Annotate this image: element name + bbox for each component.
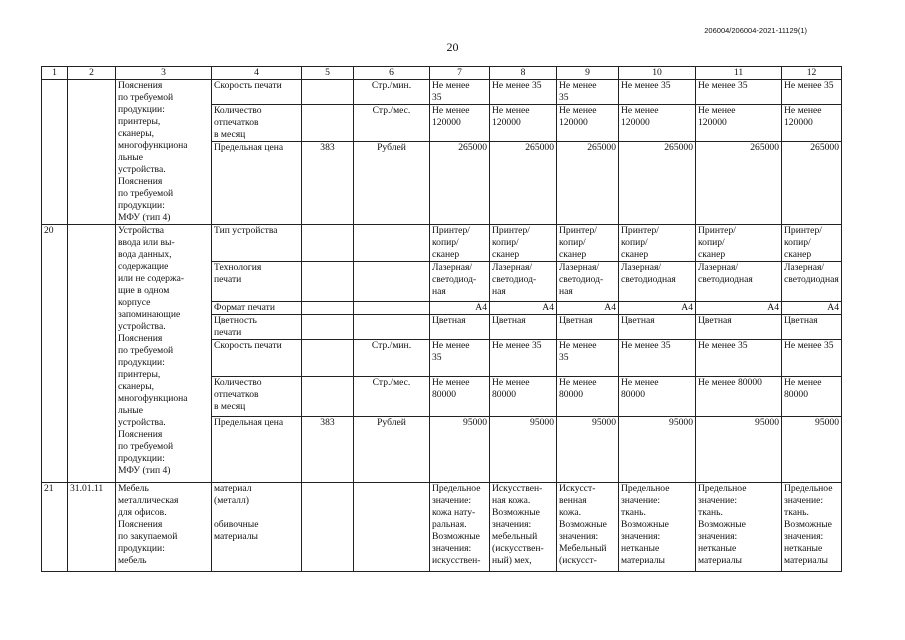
value-cell: Не менее 80000 — [557, 377, 619, 417]
product-description-cell: Пояснения по требуемой продукции: принтеры, сканеры, многофункциона льные устройства. Пояснения по требуемой продукции: МФУ (тип 4) — [116, 80, 212, 225]
okei-code-cell — [302, 80, 354, 105]
okei-code-cell — [302, 302, 354, 315]
value-cell: 95000 — [696, 417, 782, 483]
unit-cell: Стр./мес. — [354, 377, 430, 417]
characteristic-name-cell: Предельная цена — [212, 417, 302, 483]
value-cell: 265000 — [782, 142, 842, 225]
value-cell: Предельное значение: кожа нату- ральная. Возможные значения: искусствен- — [430, 483, 490, 572]
value-cell: А4 — [782, 302, 842, 315]
value-cell: Лазерная/ светодиодная — [696, 262, 782, 302]
unit-cell: Стр./мин. — [354, 340, 430, 377]
value-cell: Не менее 120000 — [619, 105, 696, 142]
okpd-code-cell — [68, 80, 116, 225]
value-cell: Лазерная/ светодиод- ная — [430, 262, 490, 302]
value-cell: Лазерная/ светодиод- ная — [490, 262, 557, 302]
value-cell: Искусст- венная кожа. Возможные значения: Мебельный (искусст- — [557, 483, 619, 572]
unit-cell: Рублей — [354, 417, 430, 483]
value-cell: Принтер/ копир/ сканер — [696, 225, 782, 262]
characteristic-name-cell: материал (металл) обивочные материалы — [212, 483, 302, 572]
value-cell: Не менее 35 — [782, 340, 842, 377]
value-cell: Не менее 35 — [430, 80, 490, 105]
unit-cell: Стр./мес. — [354, 105, 430, 142]
okei-code-cell — [302, 262, 354, 302]
value-cell: 95000 — [490, 417, 557, 483]
unit-cell — [354, 225, 430, 262]
value-cell: 265000 — [490, 142, 557, 225]
value-cell: Принтер/ копир/ сканер — [557, 225, 619, 262]
value-cell: А4 — [430, 302, 490, 315]
characteristic-name-cell: Формат печати — [212, 302, 302, 315]
value-cell: Не менее 35 — [782, 80, 842, 105]
page-number: 20 — [446, 40, 459, 54]
value-cell: 95000 — [619, 417, 696, 483]
value-cell: Принтер/ копир/ сканер — [490, 225, 557, 262]
table-body — [42, 67, 842, 572]
value-cell: Принтер/ копир/ сканер — [430, 225, 490, 262]
unit-cell — [354, 315, 430, 340]
value-cell: Не менее 80000 — [430, 377, 490, 417]
row-number-cell: 20 — [42, 225, 68, 483]
value-cell: Предельное значение: ткань. Возможные значения: нетканые материалы — [696, 483, 782, 572]
product-description-cell: Мебель металлическая для офисов. Пояснения по закупаемой продукции: мебель — [116, 483, 212, 572]
okei-code-cell — [302, 315, 354, 340]
value-cell: Цветная — [619, 315, 696, 340]
value-cell: Лазерная/ светодиодная — [782, 262, 842, 302]
characteristic-name-cell: Предельная цена — [212, 142, 302, 225]
okei-code-cell — [302, 483, 354, 572]
value-cell: Не менее 120000 — [696, 105, 782, 142]
value-cell: Предельное значение: ткань. Возможные значения: нетканые материалы — [782, 483, 842, 572]
value-cell: Не менее 120000 — [430, 105, 490, 142]
column-number: 10 — [619, 67, 696, 80]
value-cell: 265000 — [619, 142, 696, 225]
value-cell: 95000 — [782, 417, 842, 483]
value-cell: А4 — [619, 302, 696, 315]
characteristic-name-cell: Цветность печати — [212, 315, 302, 340]
okei-code-cell: 383 — [302, 142, 354, 225]
column-number: 3 — [116, 67, 212, 80]
value-cell: 95000 — [557, 417, 619, 483]
value-cell: Не менее 35 — [430, 340, 490, 377]
column-number: 4 — [212, 67, 302, 80]
table-row — [42, 225, 842, 262]
okpd-code-cell — [68, 225, 116, 483]
value-cell: Лазерная/ светодиод- ная — [557, 262, 619, 302]
value-cell: А4 — [557, 302, 619, 315]
unit-cell: Рублей — [354, 142, 430, 225]
value-cell: Не менее 35 — [696, 80, 782, 105]
value-cell: Не менее 80000 — [619, 377, 696, 417]
characteristic-name-cell: Количество отпечатков в месяц — [212, 105, 302, 142]
value-cell: Не менее 120000 — [782, 105, 842, 142]
column-number: 9 — [557, 67, 619, 80]
value-cell: Не менее 35 — [557, 80, 619, 105]
value-cell: Цветная — [490, 315, 557, 340]
characteristic-name-cell: Количество отпечатков в месяц — [212, 377, 302, 417]
document-id: 206004/206004-2021-11129(1) — [704, 26, 807, 35]
specification-table — [41, 66, 842, 572]
value-cell: А4 — [696, 302, 782, 315]
value-cell: Принтер/ копир/ сканер — [782, 225, 842, 262]
column-number: 12 — [782, 67, 842, 80]
value-cell: Не менее 35 — [619, 80, 696, 105]
value-cell: Принтер/ копир/ сканер — [619, 225, 696, 262]
column-number: 7 — [430, 67, 490, 80]
value-cell: Не менее 35 — [557, 340, 619, 377]
value-cell: Не менее 80000 — [696, 377, 782, 417]
table-row — [42, 483, 842, 572]
value-cell: Не менее 35 — [696, 340, 782, 377]
unit-cell — [354, 483, 430, 572]
value-cell: Цветная — [557, 315, 619, 340]
unit-cell: Стр./мин. — [354, 80, 430, 105]
value-cell: Цветная — [782, 315, 842, 340]
okei-code-cell — [302, 340, 354, 377]
value-cell: А4 — [490, 302, 557, 315]
characteristic-name-cell: Технология печати — [212, 262, 302, 302]
okei-code-cell: 383 — [302, 417, 354, 483]
unit-cell — [354, 302, 430, 315]
unit-cell — [354, 262, 430, 302]
okei-code-cell — [302, 377, 354, 417]
value-cell: 265000 — [696, 142, 782, 225]
characteristic-name-cell: Скорость печати — [212, 340, 302, 377]
value-cell: Лазерная/ светодиодная — [619, 262, 696, 302]
value-cell: Не менее 80000 — [490, 377, 557, 417]
value-cell: 265000 — [557, 142, 619, 225]
value-cell: Искусствен- ная кожа. Возможные значения: мебельный (искусствен- ный) мех, — [490, 483, 557, 572]
value-cell: Не менее 35 — [619, 340, 696, 377]
value-cell: Не менее 120000 — [490, 105, 557, 142]
column-number: 11 — [696, 67, 782, 80]
value-cell: Не менее 35 — [490, 340, 557, 377]
table-row — [42, 80, 842, 105]
value-cell: Не менее 35 — [490, 80, 557, 105]
okei-code-cell — [302, 225, 354, 262]
value-cell: Предельное значение: ткань. Возможные значения: нетканые материалы — [619, 483, 696, 572]
okei-code-cell — [302, 105, 354, 142]
value-cell: Не менее 80000 — [782, 377, 842, 417]
characteristic-name-cell: Скорость печати — [212, 80, 302, 105]
row-number-cell — [42, 80, 68, 225]
column-number: 5 — [302, 67, 354, 80]
value-cell: 265000 — [430, 142, 490, 225]
value-cell: Не менее 120000 — [557, 105, 619, 142]
row-number-cell: 21 — [42, 483, 68, 572]
product-description-cell: Устройства ввода или вы- вода данных, содержащие или не содержа- щие в одном корпусе запоминающие устройства. Пояснения по требуемой продукции: принтеры, сканеры, многофункциона льные устройства. Пояснения по требуемой продукции: МФУ (тип 4) — [116, 225, 212, 483]
column-number: 2 — [68, 67, 116, 80]
value-cell: Цветная — [696, 315, 782, 340]
column-number: 1 — [42, 67, 68, 80]
column-number-row — [42, 67, 842, 80]
okpd-code-cell: 31.01.11 — [68, 483, 116, 572]
column-number: 6 — [354, 67, 430, 80]
value-cell: Цветная — [430, 315, 490, 340]
characteristic-name-cell: Тип устройства — [212, 225, 302, 262]
column-number: 8 — [490, 67, 557, 80]
value-cell: 95000 — [430, 417, 490, 483]
